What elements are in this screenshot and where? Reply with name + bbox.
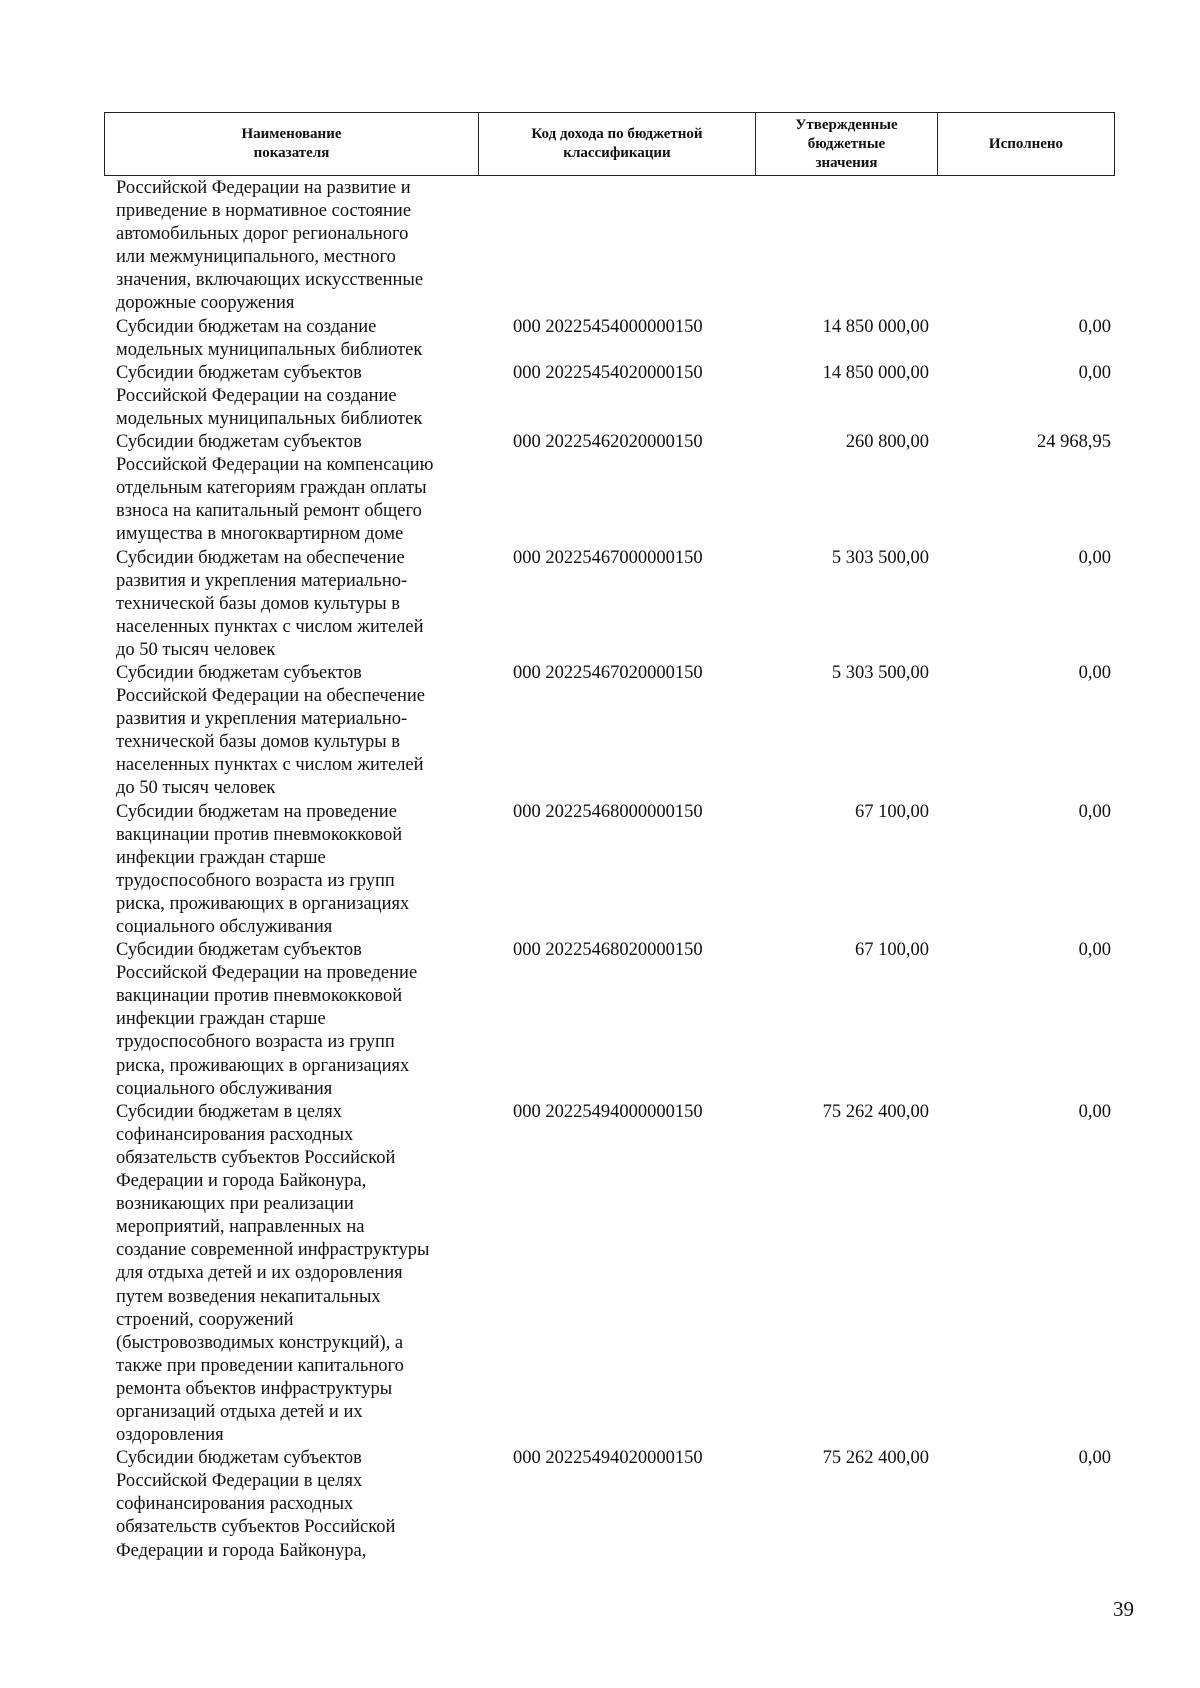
approved-value: 75 262 400,00 — [822, 1101, 929, 1122]
table-row — [116, 662, 1111, 801]
indicator-name: Субсидии бюджетам субъектов Российской Федерации на компенсацию отдельным категориям граждан оплаты взноса на капитальный ремонт общего имущества в многоквартирном доме — [116, 432, 434, 545]
indicator-name: Субсидии бюджетам субъектов Российской Федерации на проведение вакцинации против пневмококковой инфекции граждан старше трудоспособного возраста из групп риска, проживающих в организациях социального обслуживания — [116, 940, 418, 1099]
indicator-name: Российской Федерации на развитие и приведение в нормативное состояние автомобильных дорог регионального или межмуниципального, местного значения, включающих искусственные дорожные сооружения — [116, 178, 424, 314]
indicator-name: Субсидии бюджетам на обеспечение развития и укрепления материально- технической базы домов культуры в населенных пунктах с числом жителей до 50 тысяч человек — [116, 547, 424, 660]
indicator-name: Субсидии бюджетам субъектов Российской Федерации в целях софинансирования расходных обязательств субъектов Российской Федерации и города Байконура, — [116, 1448, 396, 1561]
approved-value: 14 850 000,00 — [822, 362, 929, 383]
executed-value: 0,00 — [1078, 362, 1111, 383]
table-header — [104, 112, 1115, 176]
executed-value: 0,00 — [1078, 801, 1111, 822]
approved-value: 260 800,00 — [845, 432, 929, 453]
header-income-code: Код дохода по бюджетной классификации — [479, 113, 756, 175]
header-approved-values: Утвержденные бюджетные значения — [756, 113, 938, 175]
table-row — [116, 1447, 1111, 1562]
executed-value: 0,00 — [1078, 1448, 1111, 1469]
indicator-name: Субсидии бюджетам на проведение вакцинации против пневмококковой инфекции граждан старше трудоспособного возраста из групп риска, проживающих в организациях социального обслуживания — [116, 801, 410, 937]
approved-value: 14 850 000,00 — [822, 316, 929, 337]
income-code: 000 20225454020000150 — [513, 362, 703, 383]
income-code: 000 20225467020000150 — [513, 662, 703, 683]
approved-value: 75 262 400,00 — [822, 1448, 929, 1469]
table-row — [116, 1101, 1111, 1447]
executed-value: 0,00 — [1078, 940, 1111, 961]
executed-value: 0,00 — [1078, 316, 1111, 337]
table-row — [116, 316, 1111, 362]
table-row — [116, 939, 1111, 1101]
indicator-name: Субсидии бюджетам в целях софинансирования расходных обязательств субъектов Российской Федерации и города Байконура, возникающих при реализации мероприятий, направленных на создание современной инфраструктуры для отдыха детей и их оздоровления путем возведения некапитальных строений, сооружений (быстровозводимых конструкций), а также при проведении капитального ремонта объектов инфраструктуры организаций отдыха детей и их оздоровления — [116, 1101, 430, 1446]
header-indicator-name: Наименование показателя — [105, 113, 479, 175]
table-row — [116, 362, 1111, 431]
indicator-name: Субсидии бюджетам субъектов Российской Федерации на создание модельных муниципальных библиотек — [116, 362, 423, 429]
indicator-name: Субсидии бюджетам на создание модельных муниципальных библиотек — [116, 316, 423, 360]
page-number: 39 — [1113, 1597, 1134, 1621]
approved-value: 67 100,00 — [855, 940, 929, 961]
income-code: 000 20225467000000150 — [513, 547, 703, 568]
executed-value: 0,00 — [1078, 547, 1111, 568]
executed-value: 0,00 — [1078, 662, 1111, 683]
income-code: 000 20225494000000150 — [513, 1101, 703, 1122]
indicator-name: Субсидии бюджетам субъектов Российской Федерации на обеспечение развития и укрепления материально- технической базы домов культуры в населенных пунктах с числом жителей до 50 тысяч человек — [116, 662, 426, 799]
table-row — [116, 431, 1111, 546]
income-code: 000 20225454000000150 — [513, 316, 703, 337]
income-code: 000 20225468020000150 — [513, 940, 703, 961]
table-body — [116, 177, 1111, 1563]
executed-value: 24 968,95 — [1037, 432, 1111, 453]
approved-value: 5 303 500,00 — [831, 547, 929, 568]
approved-value: 67 100,00 — [855, 801, 929, 822]
header-executed: Исполнено — [988, 135, 1064, 152]
table-row — [116, 177, 1111, 316]
income-code: 000 20225462020000150 — [513, 432, 703, 453]
approved-value: 5 303 500,00 — [831, 662, 929, 683]
table-row — [116, 801, 1111, 940]
table-row — [116, 547, 1111, 662]
income-code: 000 20225494020000150 — [513, 1448, 703, 1469]
income-code: 000 20225468000000150 — [513, 801, 703, 822]
executed-value: 0,00 — [1078, 1101, 1111, 1122]
